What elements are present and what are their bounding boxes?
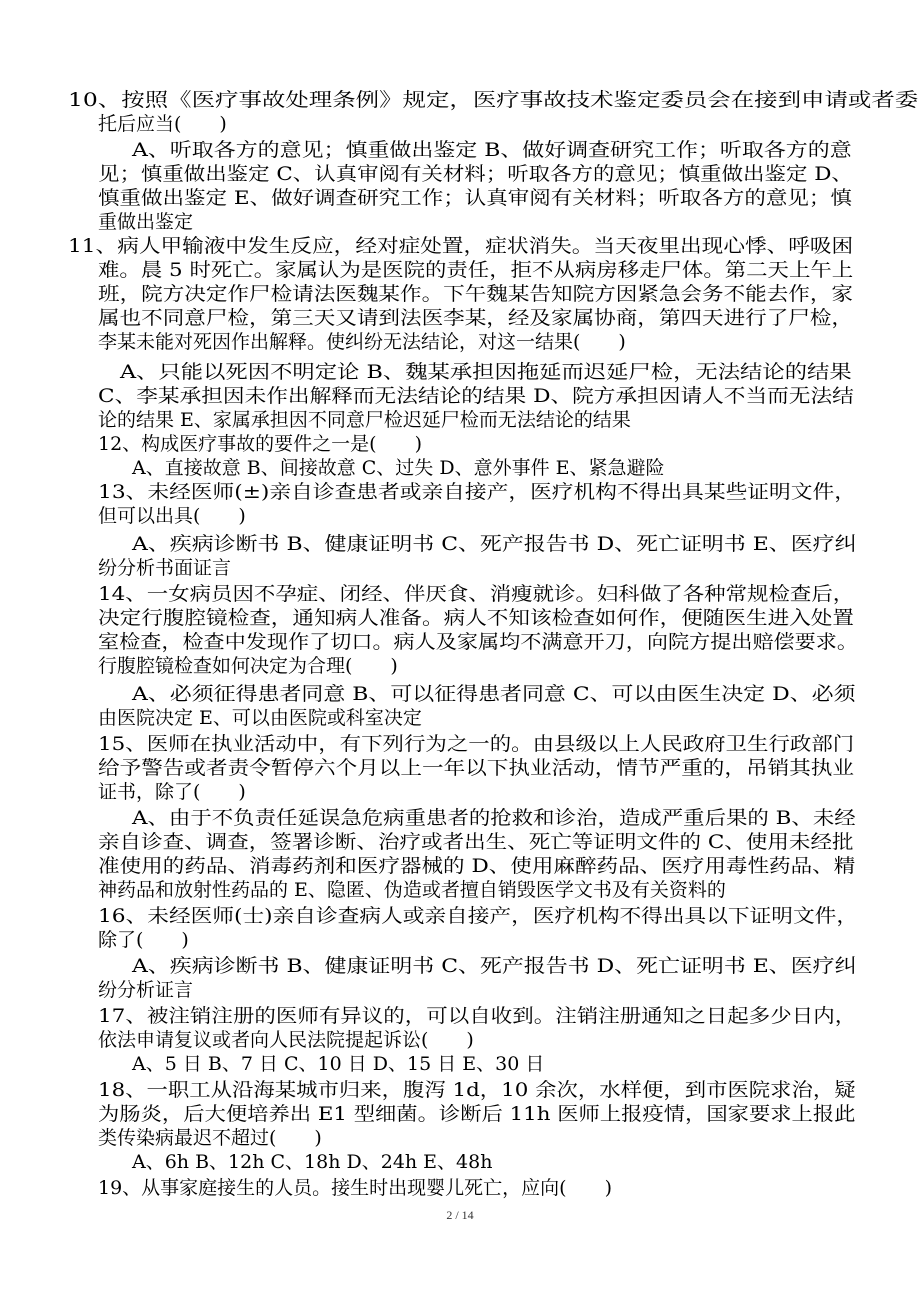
text-line: 12、构成医疗事故的要件之一是( ) — [98, 433, 423, 455]
text-line: 见；慎重做出鉴定 C、认真审阅有关材料；听取各方的意见；慎重做出鉴定 D、 — [98, 163, 853, 185]
text-line: C、李某承担因未作出解释而无法结论的结果 D、院方承担因请人不当而无法结 — [98, 385, 854, 407]
text-line: 由医院决定 E、可以由医院或科室决定 — [98, 707, 422, 729]
text-line: 17、被注销注册的医师有异议的，可以自收到。注销注册通知之日起多少日内， — [98, 1005, 857, 1027]
text-line: 为肠炎，后大便培养出 E1 型细菌。诊断后 11h 医师上报疫情，国家要求上报此 — [98, 1103, 856, 1125]
text-line: 重做出鉴定 — [98, 211, 194, 233]
text-line: A、5 日 B、7 日 C、10 日 D、15 日 E、30 日 — [132, 1053, 545, 1075]
text-line: 类传染病最迟不超过( ) — [98, 1127, 322, 1149]
text-line: 依法申请复议或者向人民法院提起诉讼( ) — [98, 1029, 474, 1051]
text-line: A、疾病诊断书 B、健康证明书 C、死产报告书 D、死亡证明书 E、医疗纠 — [132, 533, 857, 555]
text-line: A、直接故意 B、间接故意 C、过失 D、意外事件 E、紧急避险 — [132, 457, 665, 479]
text-line: A、必须征得患者同意 B、可以征得患者同意 C、可以由医生决定 D、必须 — [132, 683, 856, 705]
text-line: A、只能以死因不明定论 B、魏某承担因拖延而迟延尸检，无法结论的结果 — [120, 361, 852, 383]
text-line: 慎重做出鉴定 E、做好调查研究工作；认真审阅有关材料；听取各方的意见；慎 — [98, 187, 852, 209]
text-line: 论的结果 E、家属承担因不同意尸检迟延尸检而无法结论的结果 — [98, 409, 631, 431]
text-line: 19、从事家庭接生的人员。接生时出现婴儿死亡，应向( ) — [98, 1177, 613, 1199]
text-line: 属也不同意尸检，第三天又请到法医李某，经及家属协商，第四天进行了尸检， — [98, 307, 854, 329]
text-line: 但可以出具( ) — [98, 505, 246, 527]
text-line: 16、未经医师(士)亲自诊查病人或亲自接产，医疗机构不得出具以下证明文件， — [98, 905, 859, 927]
text-line: 给予警告或者责令暂停六个月以上一年以下执业活动，情节严重的，吊销其执业 — [98, 757, 855, 779]
text-line: 室检查，检查中发现作了切口。病人及家属均不满意开刀，向院方提出赔偿要求。 — [98, 631, 859, 653]
text-line: 班，院方决定作尸检请法医魏某作。下午魏某告知院方因紧急会务不能去作，家 — [98, 283, 854, 305]
text-line: 难。晨 5 时死亡。家属认为是医院的责任，拒不从病房移走尸体。第二天上午上 — [98, 259, 854, 281]
text-line: 行腹腔镜检查如何决定为合理( ) — [98, 655, 398, 677]
text-line: 纷分析证言 — [98, 979, 194, 1001]
text-line: A、疾病诊断书 B、健康证明书 C、死产报告书 D、死亡证明书 E、医疗纠 — [132, 955, 857, 977]
text-line: 18、一职工从沿海某城市归来，腹泻 1d，10 余次，水样便，到市医院求治，疑 — [98, 1079, 856, 1101]
text-line: 托后应当( ) — [98, 113, 227, 135]
text-line: 神药品和放射性药品的 E、隐匿、伪造或者擅自销毁医学文书及有关资料的 — [98, 879, 726, 901]
text-line: 准使用的药品、消毒药剂和医疗器械的 D、使用麻醉药品、医疗用毒性药品、精 — [98, 855, 856, 877]
text-line: 除了( ) — [98, 929, 189, 951]
text-line: A、听取各方的意见；慎重做出鉴定 B、做好调查研究工作；听取各方的意 — [132, 139, 852, 161]
text-line: 14、一女病员因不孕症、闭经、伴厌食、消瘦就诊。妇科做了各种常规检查后， — [98, 583, 855, 605]
text-line: 13、未经医师(±)亲自诊查患者或亲自接产，医疗机构不得出具某些证明文件， — [98, 481, 856, 503]
text-line: A、由于不负责任延误急危病重患者的抢救和诊治，造成严重后果的 B、未经 — [132, 807, 856, 829]
text-line: 李某未能对死因作出解释。使纠纷无法结论，对这一结果( ) — [98, 331, 626, 353]
text-line: 决定行腹腔镜检查，通知病人准备。病人不知该检查如何作，便随医生进入处置 — [98, 607, 855, 629]
page-number: 2 / 14 — [446, 1208, 474, 1222]
text-line: 纷分析书面证言 — [98, 557, 232, 579]
text-line: 证书，除了( ) — [98, 781, 246, 803]
text-line: A、6h B、12h C、18h D、24h E、48h — [132, 1151, 493, 1173]
text-line: 亲自诊查、调查，签署诊断、治疗或者出生、死亡等证明文件的 C、使用未经批 — [98, 831, 854, 853]
text-line: 11、病人甲输液中发生反应，经对症处置，症状消失。当天夜里出现心悸、呼吸困 — [68, 235, 854, 257]
text-line: 10、按照《医疗事故处理条例》规定，医疗事故技术鉴定委员会在接到申请或者委 — [68, 89, 919, 111]
text-line: 15、医师在执业活动中，有下列行为之一的。由县级以上人民政府卫生行政部门 — [98, 733, 855, 755]
